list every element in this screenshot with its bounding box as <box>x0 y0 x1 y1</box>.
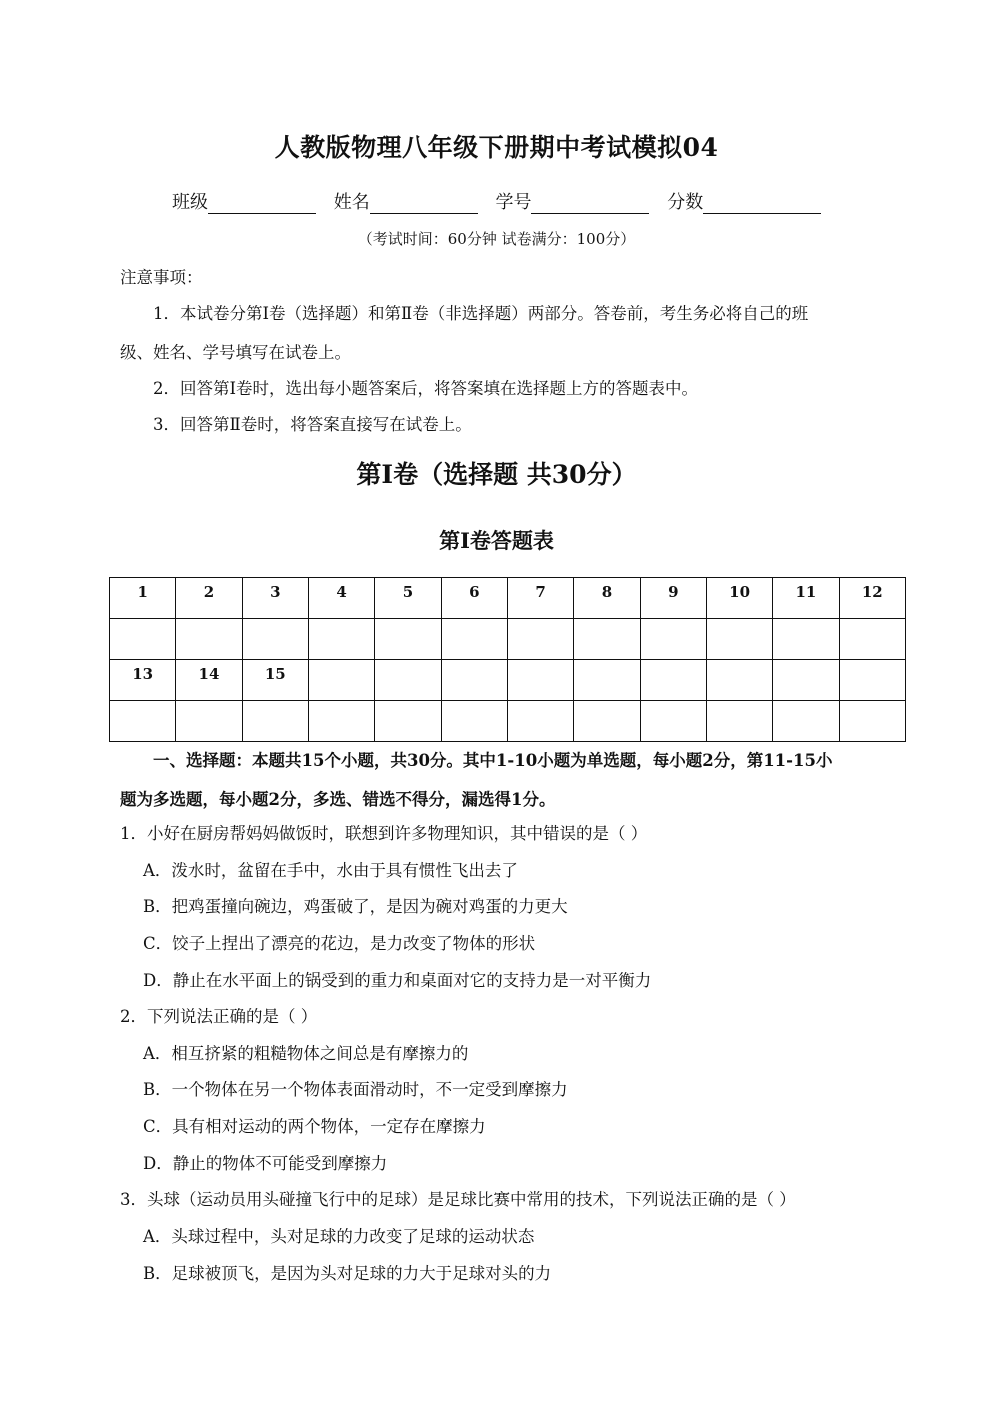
answer-cell[interactable] <box>110 619 176 660</box>
question-number-cell: 10 <box>706 578 772 619</box>
empty-cell <box>441 660 507 701</box>
score-blank[interactable] <box>703 193 821 214</box>
question-3-option-b: B．足球被顶飞，是因为头对足球的力大于足球对头的力 <box>143 1264 552 1283</box>
answer-table-title: 第Ⅰ卷答题表 <box>439 528 554 553</box>
question-number-cell: 13 <box>110 660 176 701</box>
empty-cell <box>773 660 839 701</box>
question-2-stem: 2．下列说法正确的是（ ） <box>120 1007 318 1026</box>
section-1-instructions-line-1: 一、选择题：本题共15个小题，共30分。其中1-10小题为单选题，每小题2分，第11-15小 <box>153 751 833 770</box>
score-field <box>667 188 821 214</box>
question-number-cell: 11 <box>773 578 839 619</box>
answer-cell[interactable] <box>574 619 640 660</box>
question-1-option-b: B．把鸡蛋撞向碗边，鸡蛋破了，是因为碗对鸡蛋的力更大 <box>143 897 568 916</box>
question-number-cell: 12 <box>839 578 905 619</box>
question-number-cell: 9 <box>640 578 706 619</box>
empty-cell <box>706 701 772 742</box>
answer-cell[interactable] <box>640 619 706 660</box>
question-number-cell: 4 <box>308 578 374 619</box>
answer-table-answer-row-1 <box>110 619 906 660</box>
exam-info: （考试时间：60分钟 试卷满分：100分） <box>357 230 636 248</box>
answer-cell[interactable] <box>242 701 308 742</box>
student-id-label: 学号 <box>495 192 532 213</box>
empty-cell <box>507 660 573 701</box>
empty-cell <box>574 660 640 701</box>
question-3-stem: 3．头球（运动员用头碰撞飞行中的足球）是足球比赛中常用的技术，下列说法正确的是（ ） <box>120 1190 796 1209</box>
empty-cell <box>839 701 905 742</box>
name-field <box>334 188 478 214</box>
answer-cell[interactable] <box>706 619 772 660</box>
question-1-option-c: C．饺子上捏出了漂亮的花边，是力改变了物体的形状 <box>143 934 536 953</box>
answer-cell[interactable] <box>242 619 308 660</box>
class-field <box>172 188 316 214</box>
answer-table <box>109 577 906 742</box>
empty-cell <box>574 701 640 742</box>
answer-cell[interactable] <box>110 701 176 742</box>
note-item-1-line-1: 1．本试卷分第Ⅰ卷（选择题）和第Ⅱ卷（非选择题）两部分。答卷前，考生务必将自己的班 <box>153 304 809 323</box>
empty-cell <box>375 701 441 742</box>
answer-cell[interactable] <box>308 619 374 660</box>
answer-cell[interactable] <box>773 619 839 660</box>
empty-cell <box>839 660 905 701</box>
class-blank[interactable] <box>208 193 316 214</box>
answer-cell[interactable] <box>176 701 242 742</box>
question-number-cell: 3 <box>242 578 308 619</box>
question-2-option-a: A．相互挤紧的粗糙物体之间总是有摩擦力的 <box>143 1044 469 1063</box>
empty-cell <box>773 701 839 742</box>
empty-cell <box>375 660 441 701</box>
empty-cell <box>507 701 573 742</box>
question-number-cell: 8 <box>574 578 640 619</box>
question-number-cell: 1 <box>110 578 176 619</box>
answer-cell[interactable] <box>441 619 507 660</box>
empty-cell <box>308 701 374 742</box>
question-1-stem: 1．小好在厨房帮妈妈做饭时，联想到许多物理知识，其中错误的是（ ） <box>120 824 648 843</box>
question-number-cell: 6 <box>441 578 507 619</box>
student-id-field <box>495 188 649 214</box>
empty-cell <box>441 701 507 742</box>
question-3-option-a: A．头球过程中，头对足球的力改变了足球的运动状态 <box>143 1227 535 1246</box>
note-item-3: 3．回答第Ⅱ卷时，将答案直接写在试卷上。 <box>153 415 472 434</box>
note-item-1-line-2: 级、姓名、学号填写在试卷上。 <box>120 343 351 362</box>
question-number-cell: 14 <box>176 660 242 701</box>
question-1-option-d: D．静止在水平面上的锅受到的重力和桌面对它的支持力是一对平衡力 <box>143 971 652 990</box>
empty-cell <box>706 660 772 701</box>
question-number-cell: 7 <box>507 578 573 619</box>
student-id-blank[interactable] <box>531 193 649 214</box>
section-1-title: 第Ⅰ卷（选择题 共30分） <box>356 460 637 489</box>
answer-cell[interactable] <box>176 619 242 660</box>
page-title: 人教版物理八年级下册期中考试模拟04 <box>274 133 719 162</box>
student-info-fields <box>172 188 833 214</box>
section-1-instructions-line-2: 题为多选题，每小题2分，多选、错选不得分，漏选得1分。 <box>120 790 556 809</box>
answer-table-answer-row-2 <box>110 701 906 742</box>
answer-cell[interactable] <box>375 619 441 660</box>
name-blank[interactable] <box>370 193 478 214</box>
empty-cell <box>640 701 706 742</box>
question-2-option-b: B．一个物体在另一个物体表面滑动时，不一定受到摩擦力 <box>143 1080 568 1099</box>
empty-cell <box>640 660 706 701</box>
notes-heading: 注意事项： <box>120 268 203 287</box>
answer-table-number-row-2 <box>110 660 906 701</box>
question-number-cell: 2 <box>176 578 242 619</box>
question-2-option-c: C．具有相对运动的两个物体，一定存在摩擦力 <box>143 1117 486 1136</box>
question-1-option-a: A．泼水时，盆留在手中，水由于具有惯性飞出去了 <box>143 861 518 880</box>
answer-cell[interactable] <box>507 619 573 660</box>
question-number-cell: 15 <box>242 660 308 701</box>
question-number-cell: 5 <box>375 578 441 619</box>
note-item-2: 2．回答第Ⅰ卷时，选出每小题答案后，将答案填在选择题上方的答题表中。 <box>153 379 699 398</box>
name-label: 姓名 <box>333 192 370 213</box>
class-label: 班级 <box>172 192 208 213</box>
answer-cell[interactable] <box>839 619 905 660</box>
empty-cell <box>308 660 374 701</box>
score-label: 分数 <box>667 192 704 213</box>
question-2-option-d: D．静止的物体不可能受到摩擦力 <box>143 1154 388 1173</box>
answer-table-number-row-1 <box>110 578 906 619</box>
